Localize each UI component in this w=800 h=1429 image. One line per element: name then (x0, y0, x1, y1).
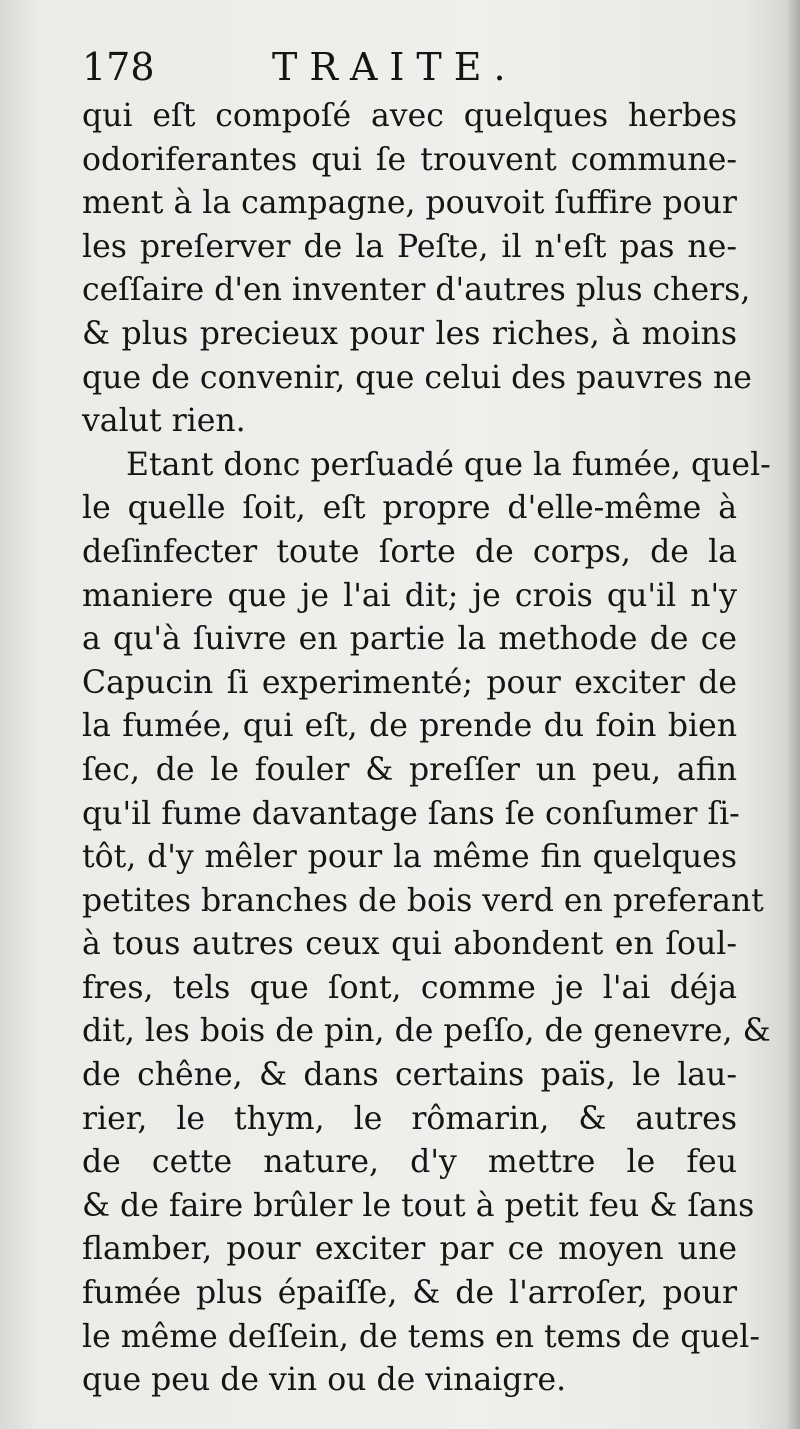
text-line: tôt, d'y mêler pour la même fin quelques (82, 839, 737, 876)
text-line: valut rien. (82, 403, 246, 440)
text-line: qu'il fume davantage ſans ſe conſumer ſi- (82, 795, 740, 832)
paragraph-start: Etant donc perſuadé que la fumée, quel- (126, 446, 771, 483)
text-line: de cette nature, d'y mettre le feu (82, 1144, 737, 1181)
text-line: que peu de vin ou de vinaigre. (82, 1362, 567, 1399)
text-line: de chêne, & dans certains païs, le lau- (82, 1057, 737, 1094)
page-header (82, 42, 722, 92)
text-line: à tous autres ceux qui abondent en ſoul- (82, 926, 737, 963)
text-line: ceſſaire d'en inventer d'autres plus chers, (82, 272, 751, 309)
text-line: deſinfecter toute ſorte de corps, de la (82, 533, 737, 570)
text-line: & de faire brûler le tout à petit feu & ſans (82, 1187, 755, 1224)
text-line: flamber, pour exciter par ce moyen une (82, 1231, 737, 1268)
running-head: TRAITE. (272, 45, 518, 89)
text-line: qui eſt compoſé avec quelques herbes (82, 98, 737, 134)
text-line: a qu'à ſuivre en partie la methode de ce (82, 621, 737, 658)
text-line: fres, tels que ſont, comme je l'ai déja (82, 969, 737, 1006)
text-line: dit, les bois de pin, de peſſo, de genevre, & (82, 1013, 771, 1050)
text-line: le même deſſein, de tems en tems de quel- (82, 1318, 761, 1355)
text-line: que de convenir, que celui des pauvres ne (82, 359, 752, 396)
text-line: ſec, de le fouler & preſſer un peu, afin (82, 751, 737, 788)
text-line: odoriferantes qui ſe trouvent commune- (82, 141, 737, 178)
text-line: petites branches de bois verd en preferant (82, 882, 764, 919)
page-edge-shadow (786, 0, 800, 1429)
text-line: maniere que je l'ai dit; je crois qu'il n'y (82, 577, 737, 614)
body-text (82, 95, 771, 1403)
text-line: les preſerver de la Peſte, il n'eſt pas ne- (82, 228, 737, 265)
text-line: la fumée, qui eſt, de prende du foin bien (82, 708, 737, 745)
text-line: rier, le thym, le rômarin, & autres (82, 1100, 737, 1137)
text-line: ment à la campagne, pouvoit ſuffire pour (82, 185, 737, 222)
text-line: & plus precieux pour les riches, à moins (82, 315, 737, 352)
text-line: le quelle ſoit, eſt propre d'elle-même à (82, 490, 737, 527)
text-line: Capucin ſi experimenté; pour exciter de (82, 664, 737, 701)
page-number: 178 (82, 45, 155, 89)
text-line: fumée plus épaiſſe, & de l'arroſer, pour (82, 1275, 737, 1312)
